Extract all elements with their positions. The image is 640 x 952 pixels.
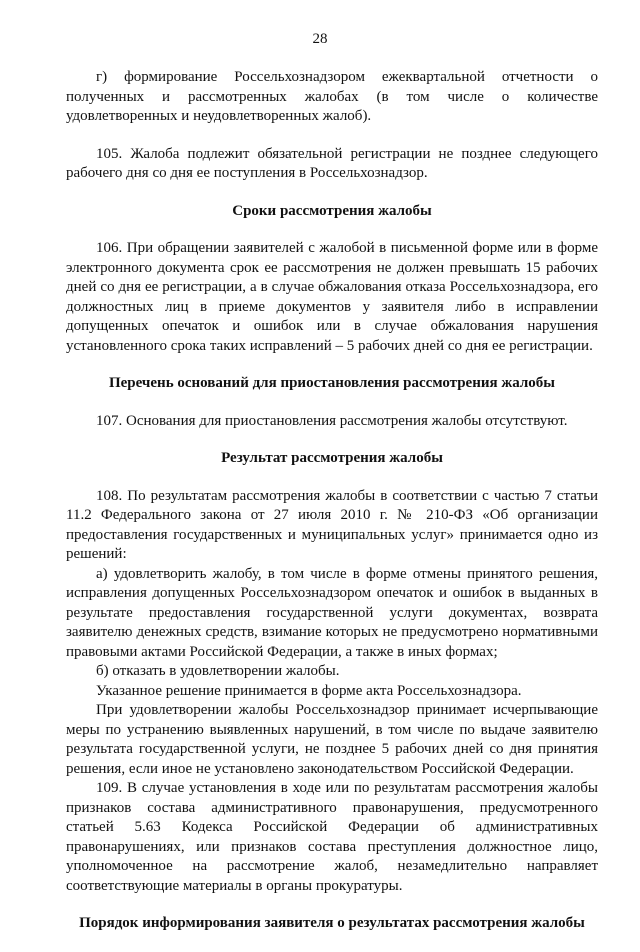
page-number: 28 (312, 31, 328, 47)
paragraph-106: 106. При обращении заявителей с жалобой в письменной форме или в форме электронного документа срок ее рассмотрения не должен превышать 15 рабочих дней со дня ее регистрации, а в случае обжалования отказа Россельхознадзора, его должностных лиц в приеме документов у заявителя либо в исправлении допущенных опечаток и ошибок или в случае обжалования нарушения установленного срока таких исправлений – 5 рабочих дней со дня ее регистрации. (66, 240, 598, 354)
paragraph-item-g: г) формирование Россельхознадзором ежеквартальной отчетности о полученных и рассмотренных жалобах (в том числе о количестве удовлетворенных и неудовлетворенных жалоб). (66, 69, 598, 124)
paragraph-105: 105. Жалоба подлежит обязательной регистрации не позднее следующего рабочего дня со дня ее поступления в Россельхознадзор. (66, 145, 598, 181)
paragraph-satisfaction-measures: При удовлетворении жалобы Россельхознадзор принимает исчерпывающие меры по устранению выявленных нарушений, в том числе по выдаче заявителю результата государственной услуги, не позднее 5 рабочих дней со дня принятия решения, если иное не установлено законодательством Российской Федерации. (66, 702, 598, 777)
heading-review-terms: Сроки рассмотрения жалобы (232, 202, 432, 219)
heading-review-result: Результат рассмотрения жалобы (221, 450, 443, 466)
paragraph-decision-form: Указанное решение принимается в форме акта Россельхознадзора. (96, 682, 522, 699)
paragraph-109: 109. В случае установления в ходе или по результатам рассмотрения жалобы признаков состава административного правонарушения, предусмотренного статьей 5.63 Кодекса Российской Федерации об административных правонарушениях, или признаков состава преступления должностное лицо, уполномоченное на рассмотрение жалоб, незамедлительно направляет соответствующие материалы в органы прокуратуры. (66, 780, 598, 894)
heading-applicant-notification: Порядок информирования заявителя о результатах рассмотрения жалобы (79, 915, 585, 931)
paragraph-107: 107. Основания для приостановления рассмотрения жалобы отсутствуют. (96, 412, 568, 429)
heading-suspension-grounds: Перечень оснований для приостановления рассмотрения жалобы (108, 375, 555, 391)
paragraph-108-a: а) удовлетворить жалобу, в том числе в форме отмены принятого решения, исправления допущенных Россельхознадзором опечаток и ошибок в выданных в результате предоставления государственной услуги документах, возврата заявителю денежных средств, взимание которых не предусмотрено нормативными правовыми актами Российской Федерации, а также в иных формах; (66, 565, 598, 660)
document-body (66, 68, 598, 952)
paragraph-108-b: б) отказать в удовлетворении жалобы. (96, 663, 340, 679)
paragraph-108: 108. По результатам рассмотрения жалобы в соответствии с частью 7 статьи 11.2 Федерального закона от 27 июля 2010 г. № 210-ФЗ «Об организации предоставления государственных и муниципальных услуг» принимается одно из решений: (66, 487, 598, 562)
